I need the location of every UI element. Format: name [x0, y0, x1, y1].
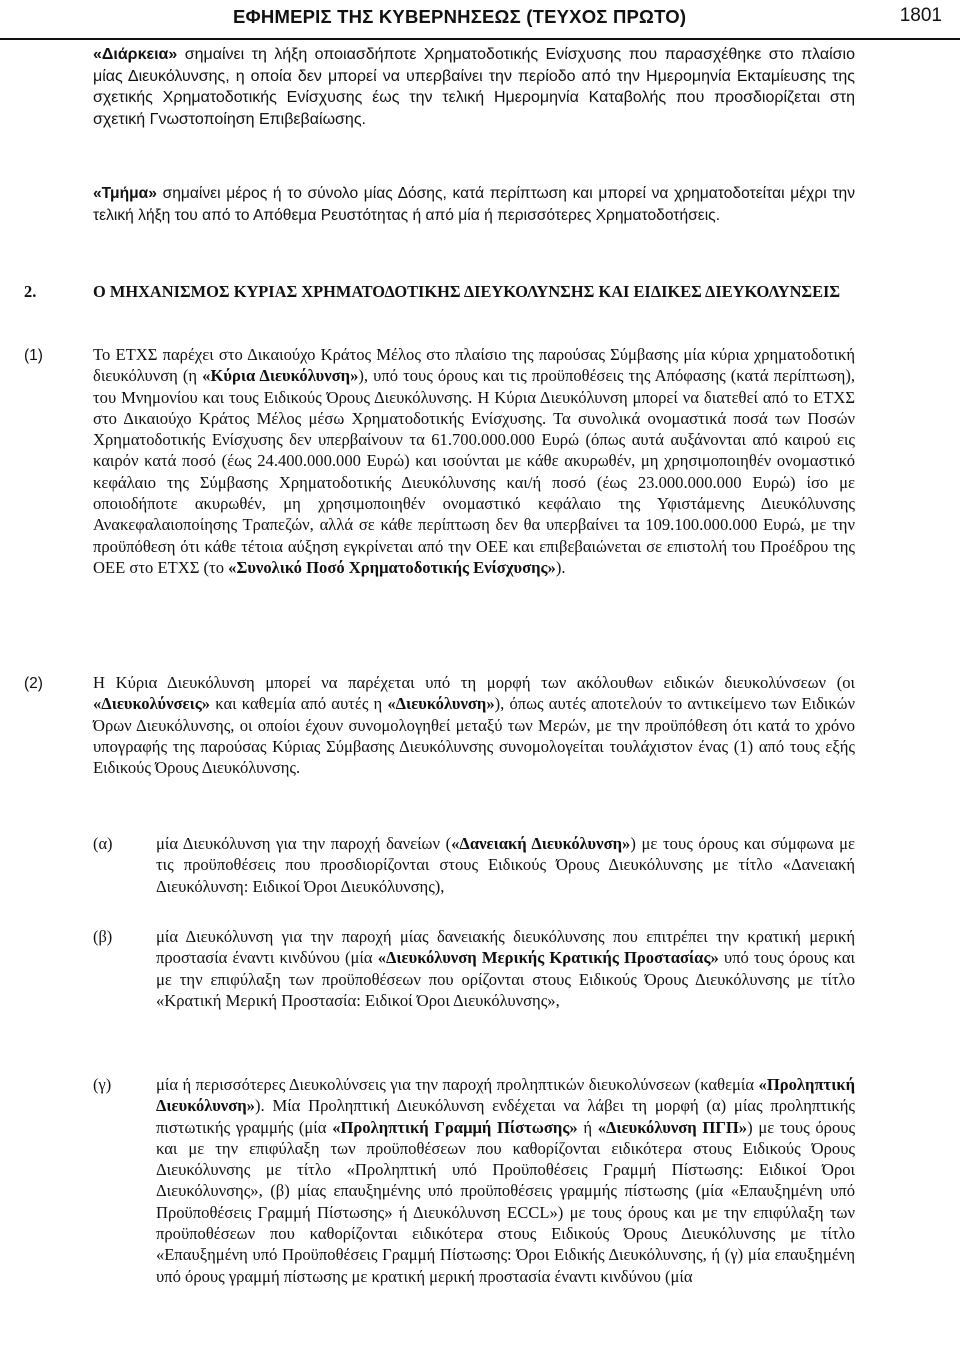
item1-text-c: ). — [555, 557, 566, 577]
term-partial-state-protection-facility: «Διευκόλυνση Μερικής Κρατικής Προστασίας» — [377, 948, 719, 968]
paragraph-sub-b — [156, 926, 855, 1011]
item2-text-a: Η Κύρια Διευκόλυνση μπορεί να παρέχεται υπό τη μορφή των ακόλουθων ειδικών διευκολύνσεων (οι — [93, 673, 855, 692]
paragraph-sub-a — [156, 833, 855, 897]
definition-duration — [93, 44, 855, 131]
sub-c-text-c: ή — [577, 1117, 598, 1137]
item2-text-c: ), όπως αυτές αποτελούν το αντικείμενο των Ειδικών Όρων Διευκόλυνσης, οι οποίοι έχουν συνομολογηθεί μεταξύ των Μερών, με την προϋπόθεση ότι κατά το χρόνο υπογραφής της παρούσας Κύριας Σύμβασης Διευκόλυνσης συνομολογείται τουλάχιστον ένας (1) από τους εξής Ειδικούς Όρους Διευκόλυνσης. — [93, 694, 856, 778]
sub-b-text-b: υπό τους όρους και με την επιφύλαξη των προϋποθέσεων που ορίζονται στους Ειδικούς Όρους Διευκόλυνσης με τίτλο «Κρατική Μερική Προστασία: Ειδικοί Όροι Διευκόλυνσης», — [156, 948, 855, 1010]
term-precautionary-credit-line: «Προληπτική Γραμμή Πίστωσης» — [332, 1117, 578, 1137]
definition-tranche — [93, 183, 855, 227]
sub-label-c: (γ) — [93, 1075, 112, 1094]
item-number-2: (2) — [24, 675, 43, 692]
term-facilities: «Διευκολύνσεις» — [93, 694, 211, 714]
sub-c-text-b: ). Μία Προληπτική Διευκόλυνση ενδέχεται να λάβει τη μορφή (α) μίας προληπτικής πιστωτικής γραμμής (μία — [156, 1096, 855, 1137]
item1-text-a: Το ΕΤΧΣ παρέχει στο Δικαιούχο Κράτος Μέλος στο πλαίσιο της παρούσας Σύμβασης μία κύρια χρηματοδοτική διευκόλυνση (η — [93, 345, 855, 386]
term-facility: «Διευκόλυνση» — [387, 694, 495, 714]
item2-text-b: και καθεμία από αυτές η — [210, 694, 388, 714]
page-number: 1801 — [899, 5, 942, 26]
paragraph-item-2 — [93, 672, 855, 778]
sub-b-text-a: μία Διευκόλυνση για την παροχή μίας δανειακής διευκόλυνσης που επιτρέπει την κρατική μερική προστασία έναντι κινδύνου (μία — [156, 927, 855, 968]
page-header — [0, 0, 960, 40]
item1-text-b: ), υπό τους όρους και τις προϋποθέσεις της Απόφασης (κατά περίπτωση), του Μνημονίου και τους Ειδικούς Όρους Διευκόλυνσης. Η Κύρια Διευκόλυνση μπορεί να διατεθεί από το ΕΤΧΣ στο Δικαιούχο Κράτος Μέλος μέσω Χρηματοδοτικής Ενίσχυσης. Τα συνολικά ονομαστικά ποσά των Ποσών Χρηματοδοτικής Ενίσχυσης δεν υπερβαίνουν τα 61.700.000.000 Ευρώ (όπως αυτά αυξάνονται από καιρού εις καιρόν κατά ποσό (έως 24.400.000.000 Ευρώ) και ισούνται με κάθε ακυρωθέν, μη χρησιμοποιηθέν ονομαστικό κεφάλαιο της Σύμβασης Χρηματοδοτικής Διευκόλυνσης και/ή ποσό (έως 23.000.000.000 Ευρώ) ίσο με οποιοδήποτε ακυρωθέν, μη χρησιμοποιηθέν ονομαστικό κεφάλαιο της Υφιστάμενης Διευκόλυνσης Ανακεφαλαιοποίησης Τραπεζών, αλλά σε κάθε περίπτωση δεν θα υπερβαίνει τα 109.100.000.000 Ευρώ, με την προϋπόθεση ότι κάθε τέτοια αύξηση εγκρίνεται από την ΟΕΕ και επιβεβαιώνεται σε επιστολή του Προέδρου της ΟΕΕ στο ΕΤΧΣ (το — [93, 366, 855, 577]
sub-label-b: (β) — [93, 927, 113, 946]
sub-c-text-d: ) με τους όρους και με την επιφύλαξη των προϋποθέσεων που καθορίζονται ειδικότερα στους Ειδικούς Όρους Διευκόλυνσης με τίτλο «Προληπτική υπό Προϋποθέσεις Γραμμή Πίστωσης: Ειδικοί Όροι Διευκόλυνσης», (β) μίας επαυξημένης υπό προϋποθέσεις γραμμής πίστωσης (μία «Επαυξημένη υπό Προϋποθέσεις Γραμμή Πίστωσης» ή Διευκόλυνση ECCL») με τους όρους και με την επιφύλαξη των προϋποθέσεων που καθορίζονται ειδικότερα στους Ειδικούς Όρους Διευκόλυνσης με τίτλο «Επαυξημένη υπό Προϋποθέσεις Γραμμή Πίστωσης: Όροι Ειδικής Διευκόλυνσης, ή (γ) μία επαυξημένη υπό όρους γραμμή πίστωσης με κρατική μερική προστασία έναντι κινδύνου (μία — [156, 1117, 856, 1286]
term-duration: «Διάρκεια» — [93, 46, 178, 63]
term-loan-facility: «Δανειακή Διευκόλυνση» — [451, 834, 631, 853]
sub-a-text-a: μία Διευκόλυνση για την παροχή δανείων ( — [156, 834, 452, 853]
definition-tranche-text: σημαίνει μέρος ή το σύνολο μίας Δόσης, κατά περίπτωση και μπορεί να χρηματοδοτείται μέχρι την τελική λήξη του από το Απόθεμα Ρευστότητας ή από μία ή περισσότερες Χρηματοδοτήσεις. — [93, 185, 855, 224]
term-pcl-facility: «Διευκόλυνση ΠΓΠ» — [597, 1117, 748, 1137]
term-total-financial-assistance: «Συνολικό Ποσό Χρηματοδοτικής Ενίσχυσης» — [228, 557, 556, 577]
sub-a-text-b: ) με τους όρους και σύμφωνα με τις προϋποθέσεις που προσδιορίζονται στους Ειδικούς Όρους Διευκόλυνσης με τίτλο «Δανειακή Διευκόλυνση: Ειδικοί Όροι Διευκόλυνσης), — [156, 834, 855, 896]
section-number: 2. — [24, 282, 37, 301]
paragraph-item-1 — [93, 344, 855, 578]
gazette-title: ΕΦΗΜΕΡΙΣ ΤΗΣ ΚΥΒΕΡΝΗΣΕΩΣ (ΤΕΥΧΟΣ ΠΡΩΤΟ) — [233, 6, 687, 27]
sub-c-text-a: μία ή περισσότερες Διευκολύνσεις για την παροχή προληπτικών διευκολύνσεων (καθεμία — [156, 1075, 759, 1094]
term-tranche: «Τμήμα» — [93, 185, 157, 202]
definition-duration-text: σημαίνει τη λήξη οποιασδήποτε Χρηματοδοτικής Ενίσχυσης που παρασχέθηκε στο πλαίσιο μίας Διευκόλυνσης, η οποία δεν μπορεί να υπερβαίνει την περίοδο από την Ημερομηνία Εκταμίευσης της σχετικής Χρηματοδοτικής Ενίσχυσης έως την τελική Ημερομηνία Καταβολής που προσδιορίζεται στη σχετική Γνωστοποίηση Επιβεβαίωσης. — [93, 46, 855, 129]
paragraph-sub-c — [156, 1074, 855, 1287]
term-main-facility: «Κύρια Διευκόλυνση» — [202, 366, 359, 386]
term-precautionary-facility: «Προληπτική Διευκόλυνση» — [156, 1075, 855, 1116]
sub-label-a: (α) — [93, 834, 113, 853]
section-heading: Ο ΜΗΧΑΝΙΣΜΟΣ ΚΥΡΙΑΣ ΧΡΗΜΑΤΟΔΟΤΙΚΗΣ ΔΙΕΥΚΟΛΥΝΣΗΣ ΚΑΙ ΕΙΔΙΚΕΣ ΔΙΕΥΚΟΛΥΝΣΕΙΣ — [93, 282, 841, 301]
item-number-1: (1) — [24, 347, 43, 364]
